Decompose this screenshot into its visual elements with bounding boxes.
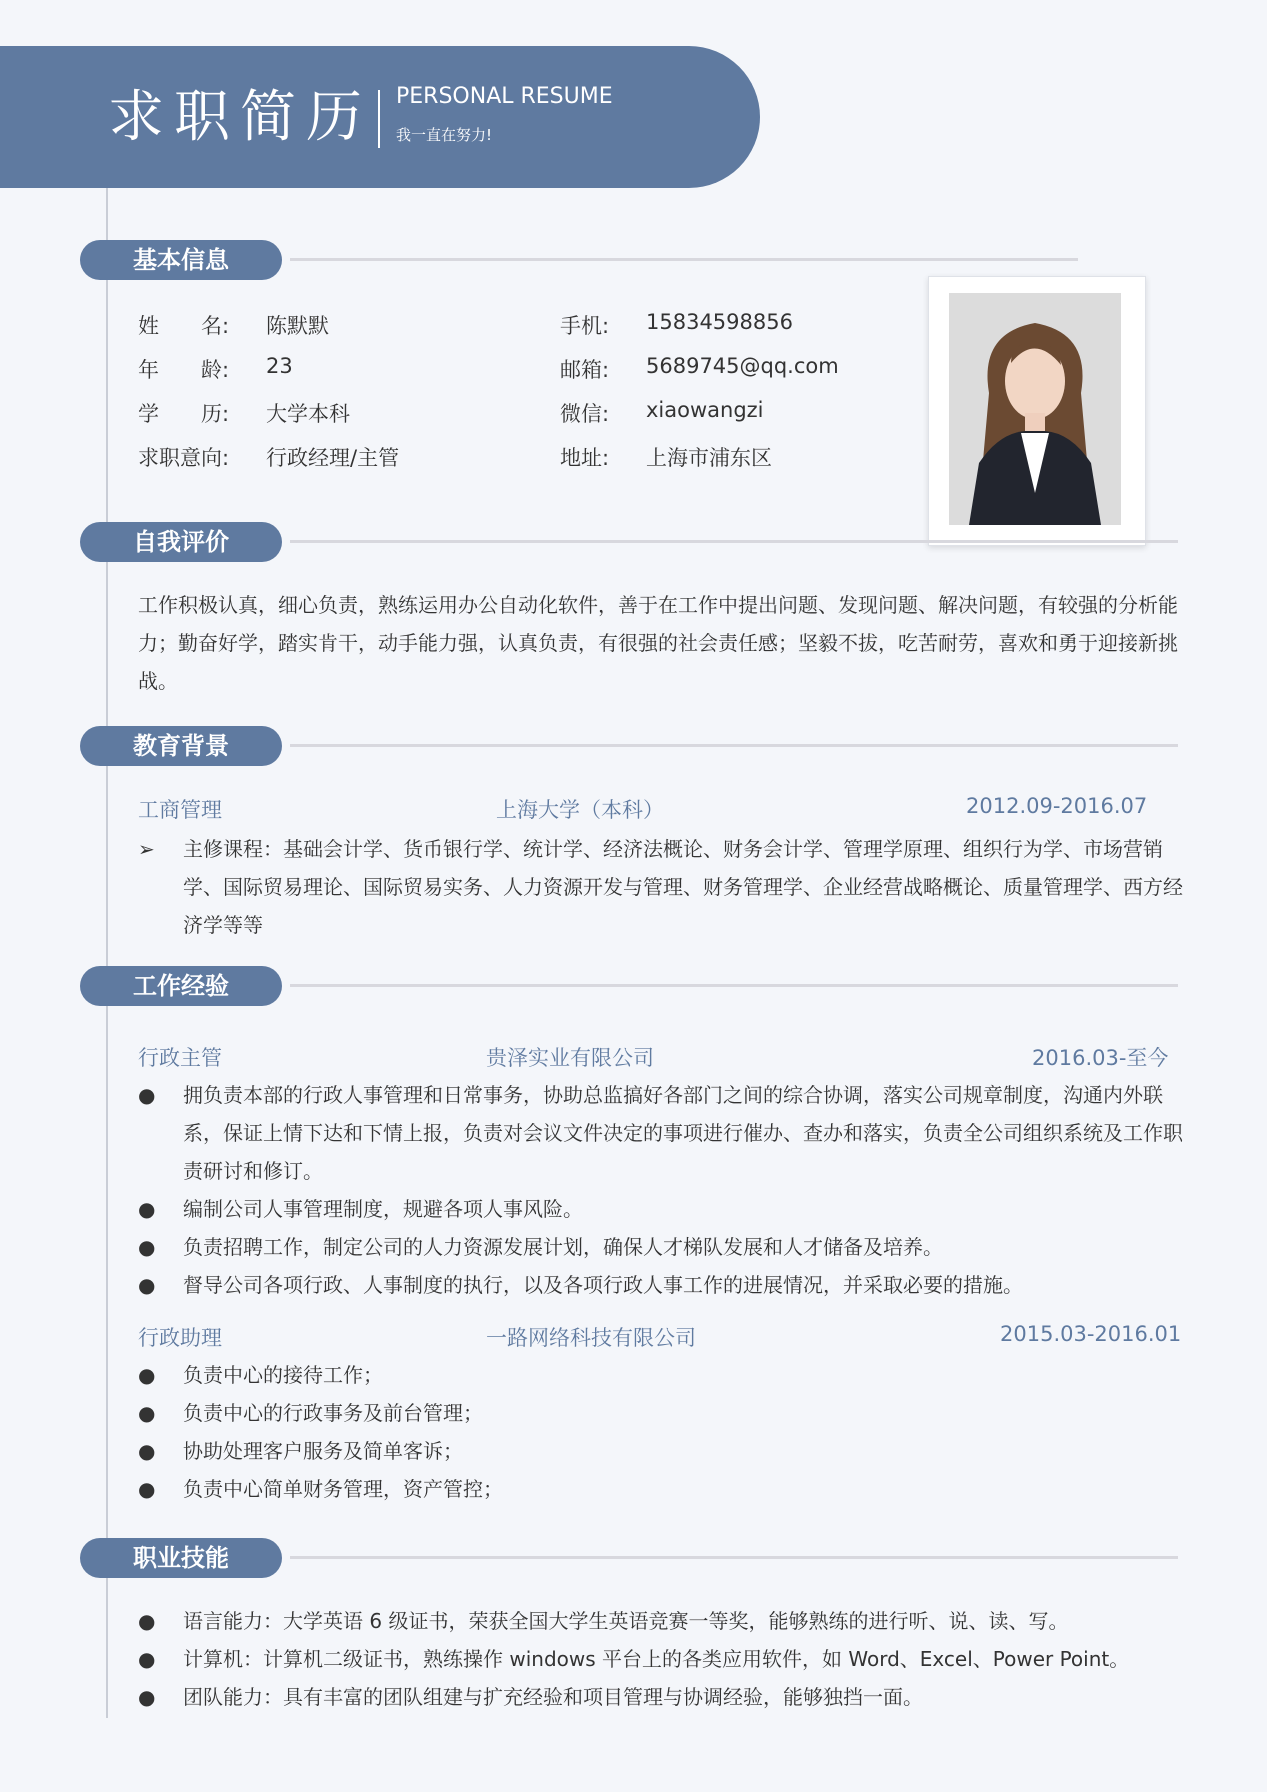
info-value-name: 陈默默 <box>266 314 329 338</box>
bullet-icon: ● <box>138 1363 156 1387</box>
list-item <box>138 1076 1183 1190</box>
section-rule <box>290 744 1178 747</box>
education-courses-text: 主修课程：基础会计学、货币银行学、统计学、经济法概论、财务会计学、管理学原理、组织行为学、市场营销学、国际贸易理论、国际贸易实务、人力资源开发与管理、财务管理学、企业经营战略概论、质量管理学、西方经济学等等 <box>183 837 1183 937</box>
bullet-icon: ● <box>138 1273 156 1297</box>
section-title-basic-info: 基本信息 <box>80 240 282 280</box>
list-item <box>138 1228 1183 1266</box>
skill-text: 团队能力：具有丰富的团队组建与扩充经验和项目管理与协调经验，能够独挡一面。 <box>183 1685 923 1709</box>
education-courses <box>138 830 1183 944</box>
section-header-work <box>80 966 1178 1006</box>
section-header-education <box>80 726 1178 766</box>
list-item <box>138 1678 1183 1716</box>
info-label-objective: 求职意向: <box>138 446 230 470</box>
self-evaluation-text: 工作积极认真，细心负责，熟练运用办公自动化软件，善于在工作中提出问题、发现问题、解决问题，有较强的分析能力；勤奋好学，踏实肯干，动手能力强，认真负责，有很强的社会责任感；坚毅不拔，吃苦耐劳，喜欢和勇于迎接新挑战。 <box>138 593 1178 693</box>
job-duty-text: 负责中心的行政事务及前台管理； <box>183 1401 483 1425</box>
job-duty-text: 督导公司各项行政、人事制度的执行，以及各项行政人事工作的进展情况，并采取必要的措施。 <box>183 1273 1023 1297</box>
section-rule <box>290 540 1178 543</box>
banner-divider <box>378 90 380 148</box>
info-value-objective: 行政经理/主管 <box>266 446 400 470</box>
job-duty-text: 拥负责本部的行政人事管理和日常事务，协助总监搞好各部门之间的综合协调，落实公司规章制度，沟通内外联系，保证上情下达和下情上报，负责对会议文件决定的事项进行催办、查办和落实，负责全公司组织系统及工作职责研讨和修订。 <box>183 1083 1183 1183</box>
skill-text: 计算机：计算机二级证书，熟练操作 windows 平台上的各类应用软件，如 Word、Excel、Power Point。 <box>183 1647 1130 1671</box>
info-label-wechat: 微信: <box>560 402 610 426</box>
resume-title: 求职简历 <box>108 85 372 150</box>
section-header-self-eval <box>80 522 1178 562</box>
bullet-icon: ● <box>138 1685 156 1709</box>
info-value-age: 23 <box>266 354 293 378</box>
info-value-phone: 15834598856 <box>646 310 793 334</box>
list-item <box>138 1432 1183 1470</box>
info-value-wechat: xiaowangzi <box>646 398 764 422</box>
education-period: 2012.09-2016.07 <box>966 794 1148 818</box>
skill-text: 语言能力：大学英语 6 级证书，荣获全国大学生英语竞赛一等奖，能够熟练的进行听、说、读、写。 <box>183 1609 1069 1633</box>
list-item <box>138 1266 1183 1304</box>
section-rule <box>290 1556 1178 1559</box>
bullet-icon: ● <box>138 1235 156 1259</box>
bullet-icon: ● <box>138 1647 156 1671</box>
arrow-right-icon: ➢ <box>138 837 155 861</box>
list-item <box>138 1470 1183 1508</box>
job-period: 2015.03-2016.01 <box>1000 1322 1182 1346</box>
list-item <box>138 1190 1183 1228</box>
bullet-icon: ● <box>138 1083 156 1107</box>
portrait-illustration <box>949 293 1121 525</box>
bullet-icon: ● <box>138 1401 156 1425</box>
job-duty-text: 编制公司人事管理制度，规避各项人事风险。 <box>183 1197 583 1221</box>
job-duty-text: 负责中心简单财务管理，资产管控； <box>183 1477 503 1501</box>
section-header-basic-info <box>80 240 1178 280</box>
section-title-work: 工作经验 <box>80 966 282 1006</box>
list-item <box>138 1394 1183 1432</box>
info-value-address: 上海市浦东区 <box>646 446 772 470</box>
job-duty-text: 负责招聘工作，制定公司的人力资源发展计划，确保人才梯队发展和人才储备及培养。 <box>183 1235 943 1259</box>
header-banner <box>0 46 760 188</box>
education-major: 工商管理 <box>138 798 222 822</box>
job-period: 2016.03-至今 <box>1032 1046 1169 1070</box>
profile-photo <box>949 293 1121 525</box>
section-rule <box>290 258 1078 261</box>
info-label-address: 地址: <box>560 446 610 470</box>
info-label-education: 学 历: <box>138 402 230 426</box>
resume-slogan: 我一直在努力! <box>396 126 493 144</box>
list-item <box>138 1356 1183 1394</box>
info-label-phone: 手机: <box>560 314 610 338</box>
profile-photo-frame <box>928 276 1146 546</box>
info-label-name: 姓 名: <box>138 314 230 338</box>
job-company: 贵泽实业有限公司 <box>486 1046 654 1070</box>
bullet-icon: ● <box>138 1609 156 1633</box>
info-value-education: 大学本科 <box>266 402 350 426</box>
resume-english-title: PERSONAL RESUME <box>396 84 613 109</box>
info-label-age: 年 龄: <box>138 358 230 382</box>
job-title: 行政助理 <box>138 1326 222 1350</box>
section-title-self-eval: 自我评价 <box>80 522 282 562</box>
list-item <box>138 1640 1183 1678</box>
section-rule <box>290 984 1178 987</box>
bullet-icon: ● <box>138 1197 156 1221</box>
section-title-skills: 职业技能 <box>80 1538 282 1578</box>
job-duty-text: 负责中心的接待工作； <box>183 1363 383 1387</box>
job-title: 行政主管 <box>138 1046 222 1070</box>
bullet-icon: ● <box>138 1477 156 1501</box>
list-item <box>138 1602 1183 1640</box>
info-label-email: 邮箱: <box>560 358 610 382</box>
section-title-education: 教育背景 <box>80 726 282 766</box>
bullet-icon: ● <box>138 1439 156 1463</box>
timeline-line <box>106 188 108 1718</box>
info-value-email: 5689745@qq.com <box>646 354 839 378</box>
job-duty-text: 协助处理客户服务及简单客诉； <box>183 1439 463 1463</box>
job-company: 一路网络科技有限公司 <box>486 1326 696 1350</box>
education-school: 上海大学（本科） <box>496 798 664 822</box>
section-header-skills <box>80 1538 1178 1578</box>
